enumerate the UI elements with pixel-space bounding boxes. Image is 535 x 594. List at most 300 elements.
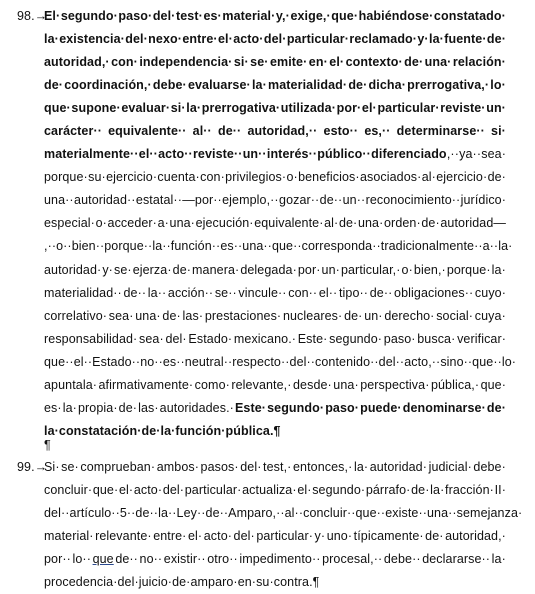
word: puede·	[360, 400, 402, 415]
word: sea·	[108, 308, 134, 323]
word: y·	[314, 529, 326, 544]
word: relevante·	[95, 529, 152, 544]
text-line	[44, 28, 506, 51]
word: cuyo·	[474, 285, 506, 300]
word: cuenta·	[157, 170, 200, 185]
word: porque··	[104, 239, 153, 254]
word: El·	[44, 9, 61, 23]
word: particular·	[286, 32, 350, 47]
word: las·	[182, 308, 204, 323]
word: contra.¶	[273, 575, 320, 590]
word: la·	[186, 101, 202, 116]
text-line	[44, 548, 506, 571]
word: es·	[203, 9, 222, 23]
word: del··	[289, 354, 316, 369]
word: y·	[102, 262, 113, 277]
word: emite·	[269, 55, 308, 70]
word: constatación·	[58, 423, 142, 438]
word: busca·	[417, 331, 456, 346]
word: constatado·	[433, 9, 506, 23]
word: con·	[200, 170, 225, 185]
word: una··	[426, 506, 457, 521]
word: lo··	[72, 552, 91, 567]
word: su·	[256, 575, 274, 590]
word: acceder·	[107, 216, 157, 231]
word: del·	[240, 460, 262, 474]
word: ambos·	[156, 460, 199, 474]
word: reviste·	[440, 101, 486, 116]
text-line	[44, 189, 506, 212]
word: entonces,·	[293, 460, 353, 474]
word: no··	[139, 552, 163, 567]
word: otro··	[207, 552, 238, 567]
word: Ley··	[176, 506, 206, 521]
word: de·	[486, 32, 506, 47]
word: sea·	[481, 147, 506, 162]
word: la·	[251, 78, 267, 93]
word: acción··	[167, 285, 214, 300]
word: en·	[308, 55, 328, 70]
word: paso·	[118, 9, 153, 23]
word: y,·	[275, 9, 290, 23]
word: gozar··	[279, 193, 320, 208]
word: el··	[73, 354, 93, 369]
word: es,··	[364, 124, 391, 139]
word: equivalente··	[108, 124, 187, 139]
word: determinarse··	[396, 124, 485, 139]
word: Si·	[44, 460, 60, 474]
word: a··	[482, 239, 499, 254]
word: que··	[355, 506, 386, 521]
paragraph-98	[44, 5, 517, 443]
word: se··	[214, 285, 237, 300]
word: pública,·	[430, 377, 480, 392]
word: no··	[140, 354, 163, 369]
text-line	[44, 235, 513, 258]
word: sino··	[440, 354, 473, 369]
word: comprueban·	[80, 460, 156, 474]
word: un·	[486, 101, 506, 116]
word: la·	[429, 32, 444, 47]
text-line	[44, 420, 506, 443]
word: contexto·	[345, 55, 403, 70]
word: corresponda··	[301, 239, 381, 254]
word: público··	[317, 147, 371, 162]
word: asociados·	[359, 170, 422, 185]
word: bien··	[71, 239, 105, 254]
text-line	[44, 479, 506, 502]
word: la·	[491, 262, 506, 277]
text-line	[44, 143, 506, 166]
word: propia·	[77, 400, 118, 415]
word: el·	[217, 32, 233, 47]
word: el·	[329, 55, 345, 70]
word: del·	[165, 331, 187, 346]
word: por··	[44, 552, 71, 567]
word: la·	[353, 460, 369, 474]
word: como·	[194, 377, 230, 392]
word: del·	[152, 9, 176, 23]
text-line	[44, 351, 517, 374]
word: concluir··	[303, 506, 356, 521]
word: materialidad··	[44, 285, 122, 300]
word: el·	[361, 101, 377, 116]
word: se·	[113, 262, 132, 277]
word: ejerza·	[132, 262, 172, 277]
word: al·	[324, 216, 339, 231]
word: impedimento··	[239, 552, 321, 567]
text-line	[44, 166, 506, 189]
word: materialmente··	[44, 147, 139, 162]
word: interés··	[266, 147, 318, 162]
text-line	[44, 282, 506, 305]
word: o·	[401, 262, 413, 277]
word: amparo·	[190, 575, 238, 590]
text-line	[44, 502, 523, 525]
word: una·	[135, 308, 161, 323]
word: apuntala·	[44, 377, 98, 392]
word: de·	[338, 216, 358, 231]
word: especial·	[44, 216, 95, 231]
word: es··	[220, 239, 243, 254]
word: autoridad,·	[44, 55, 110, 70]
word: responsabilidad·	[44, 331, 138, 346]
word: evaluar·	[121, 101, 171, 116]
text-line	[44, 571, 506, 594]
word: del·	[233, 529, 255, 544]
word: que·	[331, 9, 359, 23]
word: entre·	[182, 32, 218, 47]
word: el·	[187, 529, 203, 544]
word: prerrogativa,·	[407, 78, 490, 93]
word: uno·	[326, 529, 353, 544]
word: reviste··	[192, 147, 243, 162]
word: función··	[170, 239, 221, 254]
word: derecho·	[384, 308, 435, 323]
word: una·	[169, 216, 195, 231]
paragraph-99	[44, 456, 523, 594]
word: independencia·	[139, 55, 233, 70]
text-line	[44, 397, 506, 420]
word: un·	[364, 308, 383, 323]
word: con··	[288, 285, 318, 300]
word: las·	[138, 400, 159, 415]
word: habiéndose·	[358, 9, 434, 23]
word: semejanza·	[456, 506, 523, 521]
word: entre·	[153, 529, 187, 544]
word: de··	[369, 285, 393, 300]
word: de·	[486, 400, 506, 415]
word: del·	[125, 32, 148, 47]
word: artículo··	[69, 506, 120, 521]
word: declararse··	[422, 552, 491, 567]
text-line	[44, 212, 506, 235]
text-line	[44, 305, 506, 328]
word: particular·	[184, 483, 242, 498]
word: autoridad,··	[247, 124, 318, 139]
word: nucleares·	[282, 308, 343, 323]
word: la·	[491, 552, 506, 567]
text-line	[44, 374, 506, 397]
word: respecto··	[232, 354, 290, 369]
word: verificar·	[457, 331, 506, 346]
word: autoridad—	[440, 216, 506, 231]
word: particular,·	[340, 262, 401, 277]
word: dicha·	[368, 78, 406, 93]
word: en·	[237, 575, 257, 590]
word: relevante,·	[231, 377, 292, 392]
word: mexicano.·	[233, 331, 297, 346]
word: de··	[123, 285, 147, 300]
word: de·	[118, 400, 138, 415]
word: 5··	[119, 506, 136, 521]
word: de·	[172, 575, 191, 590]
word: segundo·	[267, 400, 325, 415]
word: de··	[217, 124, 242, 139]
text-line	[44, 328, 506, 351]
word: se·	[250, 55, 269, 70]
word: judicial·	[428, 460, 472, 474]
word: acto·	[233, 32, 264, 47]
word: neutral··	[184, 354, 233, 369]
word: reconocimiento··	[365, 193, 461, 208]
word: obligaciones··	[394, 285, 474, 300]
word: existe··	[385, 506, 427, 521]
word: particular·	[377, 101, 440, 116]
word: debe·	[152, 78, 187, 93]
word: el··	[138, 147, 158, 162]
word: típicamente·	[353, 529, 424, 544]
word: sea·	[139, 331, 164, 346]
word: concluir·	[44, 483, 93, 498]
word: de·	[141, 423, 161, 438]
word: esto··	[323, 124, 359, 139]
word: test·	[175, 9, 203, 23]
word: ya··	[459, 147, 482, 162]
text-line	[44, 51, 506, 74]
word: autoridad·	[44, 262, 102, 277]
word: perspectiva·	[360, 377, 430, 392]
word: la··	[147, 285, 167, 300]
word: autoridad,·	[445, 529, 506, 544]
word: la··	[152, 239, 171, 254]
word: pública.¶	[225, 423, 281, 438]
word: que··	[472, 354, 502, 369]
word: materialidad·	[268, 78, 348, 93]
word: Estado·	[188, 331, 233, 346]
word: segundo·	[329, 331, 383, 346]
word: de·	[172, 262, 192, 277]
word: debe·	[473, 460, 506, 474]
text-line	[44, 74, 506, 97]
word: vincule··	[238, 285, 287, 300]
text-line	[44, 525, 506, 548]
paragraph-number-99: 99.→	[17, 460, 48, 474]
word: es·	[44, 400, 62, 415]
word: o·	[95, 216, 107, 231]
word: material·	[44, 529, 94, 544]
word: ejercicio·	[106, 170, 158, 185]
text-line	[44, 97, 506, 120]
word: beneficios·	[298, 170, 360, 185]
word: Estado··	[92, 354, 141, 369]
word: supone·	[71, 101, 121, 116]
word: nexo·	[148, 32, 183, 47]
word: por·	[297, 262, 321, 277]
word: II·	[494, 483, 506, 498]
word: si·	[170, 101, 186, 116]
word: una··	[242, 239, 272, 254]
word: la·	[44, 32, 59, 47]
word: de·	[162, 308, 181, 323]
word: tradicionalmente··	[380, 239, 483, 254]
word: delegada·	[240, 262, 297, 277]
word: pasos·	[200, 460, 239, 474]
text-line	[44, 456, 506, 479]
word: —por··	[182, 193, 222, 208]
word: utilizada·	[280, 101, 336, 116]
word: de·	[348, 78, 368, 93]
word: evaluarse·	[187, 78, 251, 93]
word: de·	[344, 308, 363, 323]
word: de·	[487, 170, 506, 185]
word: paso·	[383, 331, 416, 346]
word: al··	[192, 124, 212, 139]
word: acto,··	[404, 354, 441, 369]
word: existencia·	[59, 32, 125, 47]
word: de·	[44, 78, 64, 93]
word: función·	[175, 423, 226, 438]
word: al··	[284, 506, 304, 521]
word: si·	[491, 124, 506, 139]
word: a·	[157, 216, 169, 231]
word: de··	[135, 506, 159, 521]
word: una··	[44, 193, 74, 208]
word: del··	[44, 506, 70, 521]
word: del··	[378, 354, 405, 369]
word: porque·	[446, 262, 491, 277]
word: la·	[44, 423, 59, 438]
word: orden·	[384, 216, 421, 231]
word: ejecución·	[195, 216, 254, 231]
word: una·	[333, 377, 359, 392]
word: párrafo·	[365, 483, 411, 498]
word: del·	[117, 575, 139, 590]
word: prerrogativa·	[201, 101, 281, 116]
word: contenido··	[315, 354, 379, 369]
word: de··	[115, 552, 138, 567]
word: ejemplo,··	[222, 193, 279, 208]
word: que	[92, 552, 114, 567]
word: fracción·	[445, 483, 494, 498]
word: paso·	[325, 400, 360, 415]
word: segundo·	[312, 483, 366, 498]
empty-paragraph-mark: ¶	[44, 438, 51, 452]
word: acto·	[133, 483, 163, 498]
word: su·	[88, 170, 106, 185]
word: de·	[421, 216, 440, 231]
word: del·	[263, 32, 287, 47]
word: o·	[286, 170, 298, 185]
word: material·	[222, 9, 276, 23]
word: tipo··	[338, 285, 369, 300]
word: que·	[44, 101, 71, 116]
word: la·	[498, 239, 513, 254]
text-line	[44, 120, 506, 143]
word: de·	[411, 483, 430, 498]
word: privilegios·	[225, 170, 287, 185]
word: acto·	[203, 529, 233, 544]
word: autoridad·	[369, 460, 427, 474]
word: la·	[62, 400, 77, 415]
word: correlativo·	[44, 308, 108, 323]
word: jurídico·	[460, 193, 506, 208]
word: de·	[425, 529, 444, 544]
word: la·	[430, 483, 445, 498]
word: porque·	[44, 170, 88, 185]
word: desde·	[293, 377, 332, 392]
word: Amparo,··	[228, 506, 285, 521]
word: una·	[424, 55, 452, 70]
word: o··	[56, 239, 72, 254]
word: prestaciones·	[204, 308, 282, 323]
word: diferenciado	[371, 147, 447, 162]
word: manera·	[192, 262, 240, 277]
paragraph-number-98: 98.→	[17, 9, 48, 23]
word: de··	[205, 506, 229, 521]
word: acto··	[158, 147, 193, 162]
word: relación·	[452, 55, 506, 70]
word: un··	[342, 193, 366, 208]
word: que·	[92, 483, 119, 498]
word: ,··	[44, 239, 57, 254]
word: carácter··	[44, 124, 102, 139]
word: estatal··	[135, 193, 182, 208]
word: es··	[162, 354, 185, 369]
word: el·	[118, 483, 134, 498]
word: juicio·	[138, 575, 173, 590]
word: denominarse·	[402, 400, 486, 415]
word: autoridades.·	[159, 400, 234, 415]
word: se·	[61, 460, 79, 474]
word: que··	[271, 239, 302, 254]
word: de··	[319, 193, 343, 208]
word: que·	[480, 377, 506, 392]
word: lo·	[501, 354, 517, 369]
word: lo·	[490, 78, 506, 93]
word: ,··	[446, 147, 459, 162]
word: existir··	[163, 552, 206, 567]
word: el·	[297, 483, 312, 498]
word: por·	[336, 101, 362, 116]
word: exige,·	[290, 9, 331, 23]
word: social·	[436, 308, 474, 323]
word: Este·	[234, 400, 267, 415]
word: de·	[404, 55, 424, 70]
word: procesal,··	[322, 552, 383, 567]
word: cuya·	[474, 308, 506, 323]
text-line	[44, 259, 506, 282]
word: reclamado·	[349, 32, 418, 47]
word: y·	[417, 32, 429, 47]
word: coordinación,·	[64, 78, 152, 93]
word: si·	[233, 55, 249, 70]
word: la·	[160, 423, 176, 438]
word: autoridad··	[74, 193, 136, 208]
word: al·	[421, 170, 436, 185]
word: un·	[321, 262, 340, 277]
word: Este·	[297, 331, 328, 346]
